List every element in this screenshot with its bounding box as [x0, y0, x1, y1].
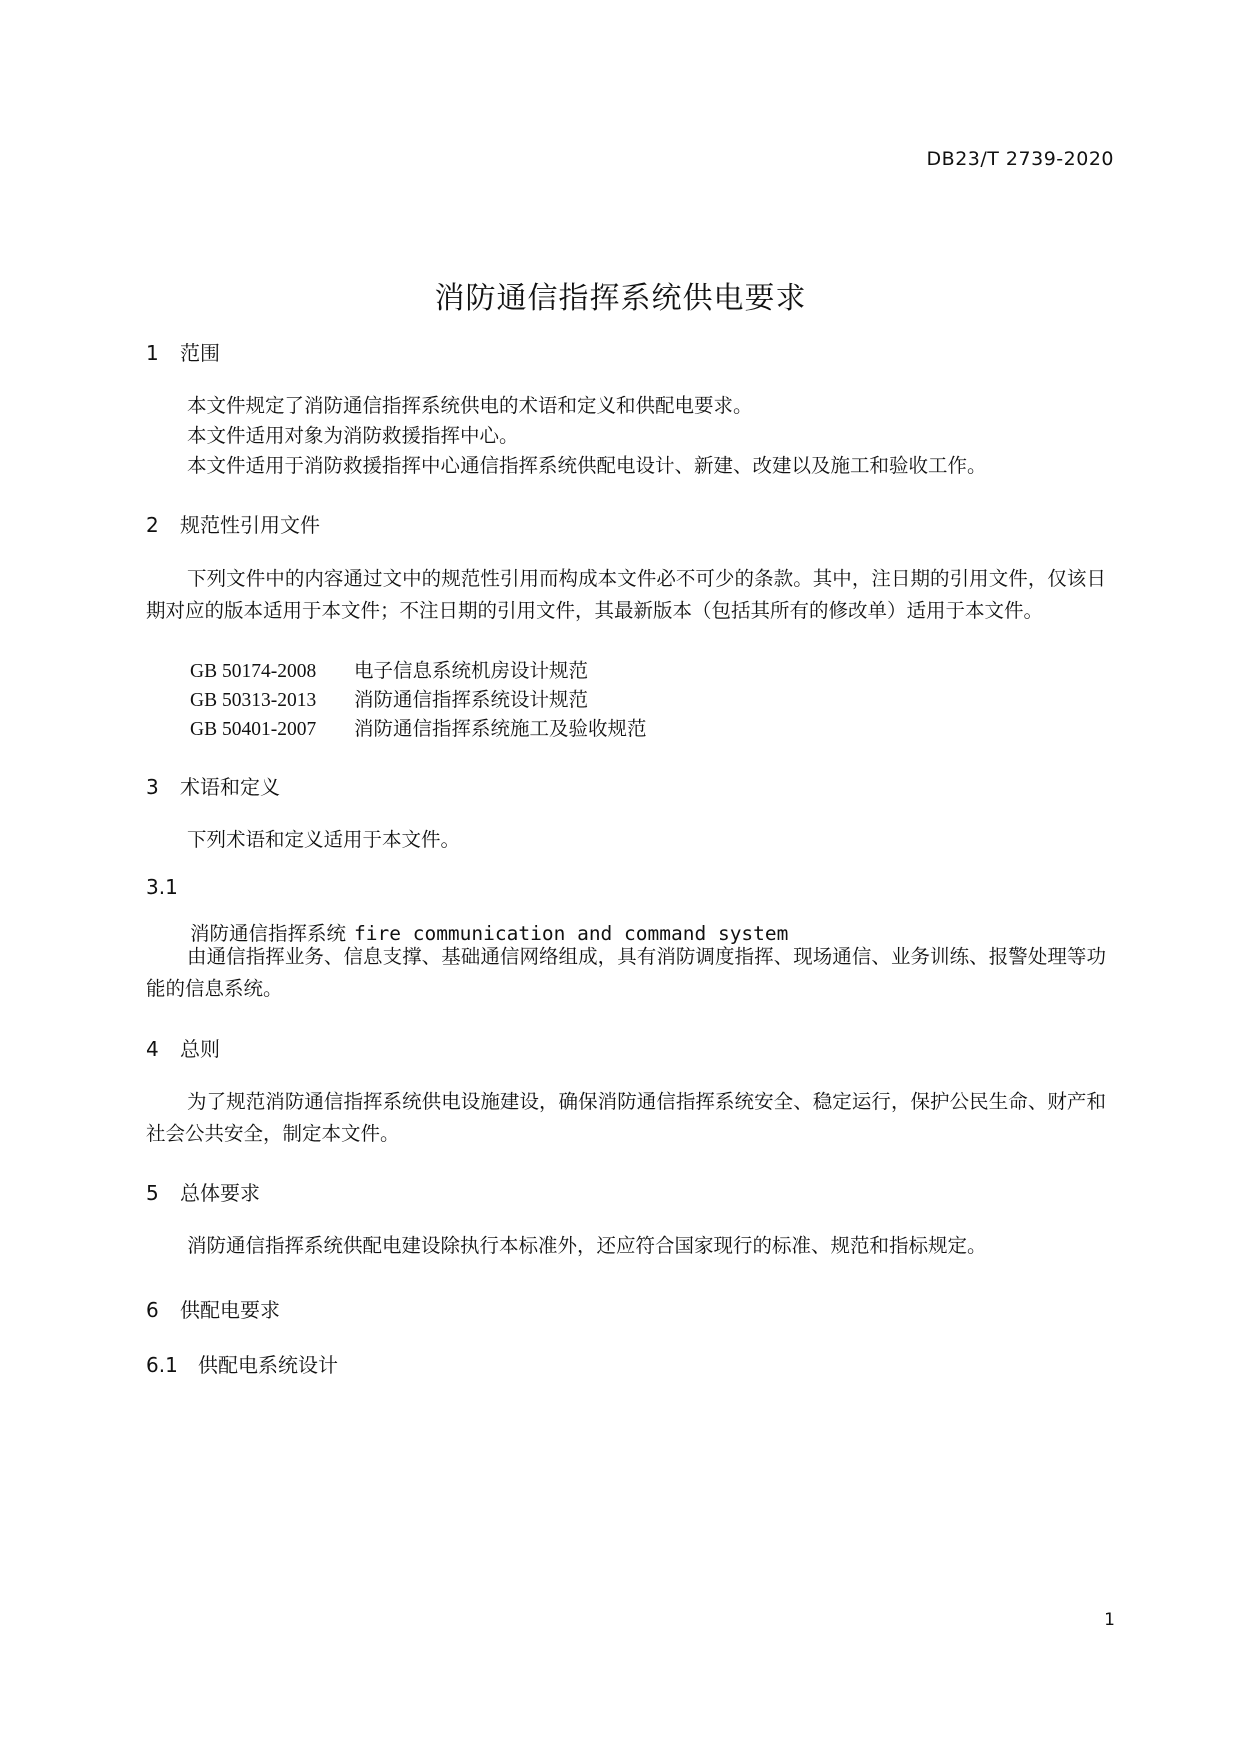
subsection-number: 6.1	[146, 1353, 178, 1377]
section-title: 供配电要求	[180, 1298, 280, 1322]
reference-item	[190, 684, 588, 712]
reference-title: 消防通信指挥系统施工及验收规范	[354, 717, 647, 740]
section-title: 总体要求	[180, 1181, 260, 1205]
term-english: fire communication and command system	[354, 922, 789, 945]
section-6-heading	[146, 1294, 280, 1323]
subsection-title: 供配电系统设计	[198, 1353, 338, 1377]
section-title: 规范性引用文件	[180, 513, 320, 537]
subsection-number: 3.1	[146, 875, 178, 899]
page-number: 1	[1104, 1610, 1115, 1630]
section-number: 5	[146, 1181, 159, 1205]
paragraph: 为了规范消防通信指挥系统供电设施建设，确保消防通信指挥系统安全、稳定运行，保护公民生命、财产和社会公共安全，制定本文件。	[146, 1090, 1106, 1145]
section-1-heading	[146, 337, 220, 366]
section-number: 3	[146, 775, 159, 799]
section-4-heading	[146, 1033, 220, 1062]
section-3-heading	[146, 771, 280, 800]
reference-title: 电子信息系统机房设计规范	[354, 659, 589, 682]
paragraph: 本文件规定了消防通信指挥系统供电的术语和定义和供配电要求。	[187, 394, 753, 417]
paragraph: 消防通信指挥系统供配电建设除执行本标准外，还应符合国家现行的标准、规范和指标规定。	[187, 1234, 987, 1257]
paragraph: 本文件适用对象为消防救援指挥中心。	[187, 424, 519, 447]
reference-code: GB 50401-2007	[190, 719, 317, 740]
paragraph: 下列术语和定义适用于本文件。	[187, 828, 461, 851]
section-5-heading	[146, 1177, 260, 1206]
section-title: 总则	[180, 1037, 220, 1061]
section-number: 4	[146, 1037, 159, 1061]
section-title: 范围	[180, 341, 220, 365]
subsection-6-1-heading	[146, 1349, 338, 1378]
paragraph: 下列文件中的内容通过文中的规范性引用而构成本文件必不可少的条款。其中，注日期的引用文件，仅该日期对应的版本适用于本文件；不注日期的引用文件，其最新版本（包括其所有的修改单）适用于本文件。	[146, 567, 1106, 622]
reference-item	[190, 713, 647, 741]
term-chinese: 消防通信指挥系统	[190, 922, 347, 945]
reference-code: GB 50313-2013	[190, 690, 317, 711]
term-definition: 由通信指挥业务、信息支撑、基础通信网络组成，具有消防调度指挥、现场通信、业务训练、报警处理等功能的信息系统。	[146, 945, 1106, 1000]
document-code: DB23/T 2739-2020	[926, 148, 1114, 170]
reference-item	[190, 655, 588, 683]
section-number: 6	[146, 1298, 159, 1322]
document-title: 消防通信指挥系统供电要求	[434, 281, 807, 316]
section-2-heading	[146, 509, 320, 538]
section-title: 术语和定义	[180, 775, 280, 799]
paragraph: 本文件适用于消防救援指挥中心通信指挥系统供配电设计、新建、改建以及施工和验收工作。	[187, 454, 987, 477]
section-number: 1	[146, 341, 159, 365]
reference-code: GB 50174-2008	[190, 661, 317, 682]
section-number: 2	[146, 513, 159, 537]
reference-title: 消防通信指挥系统设计规范	[354, 688, 589, 711]
